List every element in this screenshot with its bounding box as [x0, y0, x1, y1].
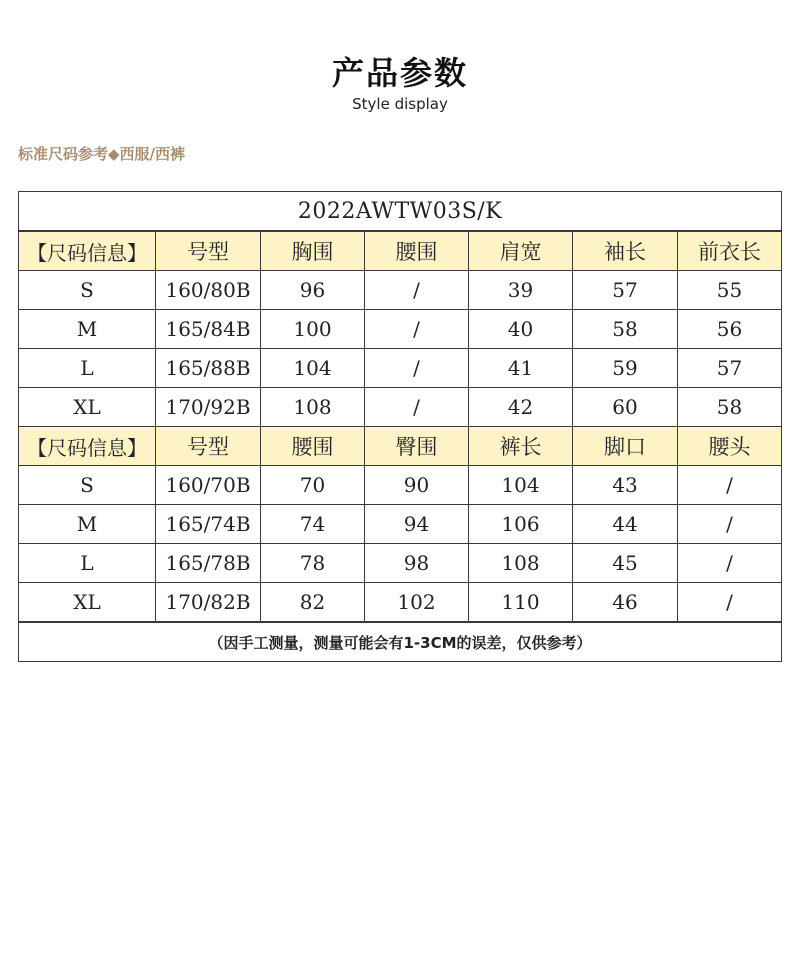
measurement-note: （因手工测量，测量可能会有1-3CM的误差，仅供参考）: [19, 622, 782, 662]
table-row: [19, 544, 782, 583]
page-title: 产品参数: [331, 54, 468, 92]
header-cell: 袖长: [573, 231, 678, 271]
table-cell: 160/80B: [156, 271, 261, 310]
table-cell: 165/74B: [156, 505, 261, 544]
table-cell: 56: [678, 310, 782, 349]
table-cell: /: [365, 271, 469, 310]
table-cell: XL: [19, 388, 156, 427]
table-cell: S: [19, 271, 156, 310]
table-cell: 106: [469, 505, 573, 544]
table-cell: 58: [573, 310, 678, 349]
header-cell: 裤长: [469, 427, 573, 466]
table-row: [19, 388, 782, 427]
table-cell: 42: [469, 388, 573, 427]
table-cell: 160/70B: [156, 466, 261, 505]
table-row: [19, 310, 782, 349]
table-cell: L: [19, 349, 156, 388]
table-row: [19, 349, 782, 388]
header-cell: 肩宽: [469, 231, 573, 271]
section-label: 标准尺码参考◆西服/西裤: [18, 145, 186, 163]
table-cell: L: [19, 544, 156, 583]
table-cell: 170/82B: [156, 583, 261, 623]
header-cell: 胸围: [261, 231, 365, 271]
header-cell: 前衣长: [678, 231, 782, 271]
table-cell: 78: [261, 544, 365, 583]
table-cell: 98: [365, 544, 469, 583]
table-cell: /: [678, 505, 782, 544]
table-cell: 108: [261, 388, 365, 427]
header-cell: 【尺码信息】: [19, 427, 156, 466]
table-cell: 70: [261, 466, 365, 505]
table-row: [19, 466, 782, 505]
table-cell: 41: [469, 349, 573, 388]
header-cell: 号型: [156, 231, 261, 271]
table-row: [19, 271, 782, 310]
table-cell: 165/78B: [156, 544, 261, 583]
size-chart-table: [18, 191, 782, 662]
header-cell: 腰头: [678, 427, 782, 466]
table-cell: 104: [261, 349, 365, 388]
table-cell: 45: [573, 544, 678, 583]
header-cell: 脚口: [573, 427, 678, 466]
table-cell: 102: [365, 583, 469, 623]
table-cell: 43: [573, 466, 678, 505]
table-cell: 44: [573, 505, 678, 544]
table-cell: /: [365, 310, 469, 349]
table-cell: 59: [573, 349, 678, 388]
model-number: 2022AWTW03S/K: [19, 192, 782, 232]
table-cell: 39: [469, 271, 573, 310]
table-cell: 57: [573, 271, 678, 310]
table-row: [19, 505, 782, 544]
jacket-header-row: [19, 231, 782, 271]
header-cell: 腰围: [365, 231, 469, 271]
table-cell: M: [19, 310, 156, 349]
header-cell: 臀围: [365, 427, 469, 466]
pants-header-row: [19, 427, 782, 466]
table-cell: 165/84B: [156, 310, 261, 349]
table-cell: 108: [469, 544, 573, 583]
table-cell: 170/92B: [156, 388, 261, 427]
table-cell: XL: [19, 583, 156, 623]
note-row: [19, 622, 782, 662]
table-cell: M: [19, 505, 156, 544]
table-cell: 60: [573, 388, 678, 427]
header-cell: 【尺码信息】: [19, 231, 156, 271]
table-cell: 100: [261, 310, 365, 349]
table-cell: 96: [261, 271, 365, 310]
header-cell: 腰围: [261, 427, 365, 466]
table-cell: /: [678, 466, 782, 505]
table-row: [19, 583, 782, 623]
header-cell: 号型: [156, 427, 261, 466]
table-cell: 58: [678, 388, 782, 427]
table-cell: /: [678, 583, 782, 623]
table-cell: S: [19, 466, 156, 505]
table-cell: 55: [678, 271, 782, 310]
table-cell: 57: [678, 349, 782, 388]
model-row: [19, 192, 782, 232]
table-cell: 46: [573, 583, 678, 623]
table-cell: 40: [469, 310, 573, 349]
table-cell: 104: [469, 466, 573, 505]
table-cell: 94: [365, 505, 469, 544]
table-cell: 110: [469, 583, 573, 623]
table-cell: 82: [261, 583, 365, 623]
table-cell: 165/88B: [156, 349, 261, 388]
table-cell: /: [365, 349, 469, 388]
table-cell: /: [678, 544, 782, 583]
page-subtitle: Style display: [352, 95, 448, 113]
table-cell: 74: [261, 505, 365, 544]
table-cell: /: [365, 388, 469, 427]
table-cell: 90: [365, 466, 469, 505]
